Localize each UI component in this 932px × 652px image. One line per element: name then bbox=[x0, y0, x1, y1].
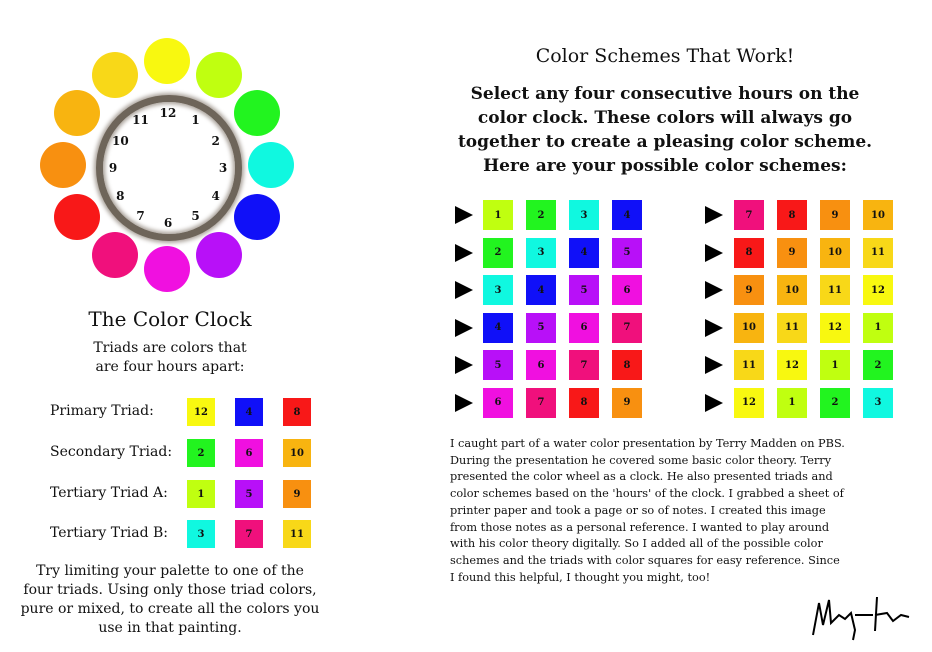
arrow-icon bbox=[705, 394, 723, 412]
intro-line: color clock. These colors will always go bbox=[477, 108, 853, 128]
scheme-color-square: 12 bbox=[820, 313, 850, 343]
clock-number: 7 bbox=[136, 208, 145, 223]
color-circle-4 bbox=[234, 194, 280, 240]
color-clock-title: The Color Clock bbox=[88, 307, 252, 331]
schemes-intro bbox=[430, 82, 900, 178]
arrow-icon bbox=[705, 206, 723, 224]
clock-number: 8 bbox=[116, 188, 125, 203]
scheme-color-square: 1 bbox=[863, 313, 893, 343]
color-circle-9 bbox=[40, 142, 86, 188]
triad-label: Secondary Triad: bbox=[50, 444, 173, 460]
triad-color-square: 6 bbox=[235, 439, 263, 467]
triad-label: Tertiary Triad B: bbox=[50, 525, 169, 541]
scheme-color-square: 4 bbox=[612, 200, 642, 230]
clock-number: 10 bbox=[112, 133, 129, 148]
scheme-color-square: 5 bbox=[612, 238, 642, 268]
clock-number: 9 bbox=[108, 161, 118, 175]
arrow-icon bbox=[705, 319, 723, 337]
advice-line: use in that painting. bbox=[98, 620, 242, 636]
scheme-color-square: 2 bbox=[820, 388, 850, 418]
clock-number: 1 bbox=[191, 113, 200, 128]
schemes-title: Color Schemes That Work! bbox=[535, 45, 795, 67]
scheme-color-square: 7 bbox=[526, 388, 556, 418]
scheme-color-square: 11 bbox=[820, 275, 850, 305]
scheme-color-square: 12 bbox=[777, 350, 807, 380]
notes-line: color schemes based on the 'hours' of the clock. I grabbed a sheet of bbox=[450, 487, 844, 501]
arrow-icon bbox=[705, 356, 723, 374]
scheme-color-square: 3 bbox=[526, 238, 556, 268]
triad-advice bbox=[20, 562, 320, 638]
scheme-color-square: 6 bbox=[483, 388, 513, 418]
intro-line: Select any four consecutive hours on the bbox=[470, 84, 860, 104]
scheme-color-square: 2 bbox=[863, 350, 893, 380]
scheme-color-square: 4 bbox=[526, 275, 556, 305]
scheme-color-square: 12 bbox=[863, 275, 893, 305]
scheme-color-square: 4 bbox=[569, 238, 599, 268]
clock-number: 4 bbox=[211, 188, 220, 203]
triads-subtitle-2: are four hours apart: bbox=[95, 359, 245, 375]
triad-color-square: 7 bbox=[235, 520, 263, 548]
intro-line: together to create a pleasing color scheme. bbox=[457, 132, 873, 152]
color-circle-12 bbox=[144, 38, 190, 84]
clock-number: 6 bbox=[163, 216, 173, 230]
triad-color-square: 4 bbox=[235, 398, 263, 426]
scheme-color-square: 8 bbox=[734, 238, 764, 268]
scheme-color-square: 2 bbox=[526, 200, 556, 230]
arrow-icon bbox=[455, 244, 473, 262]
clock-number: 12 bbox=[159, 106, 177, 120]
triad-color-square: 9 bbox=[283, 480, 311, 508]
advice-line: pure or mixed, to create all the colors you bbox=[20, 601, 320, 617]
arrow-icon bbox=[455, 281, 473, 299]
scheme-color-square: 3 bbox=[863, 388, 893, 418]
scheme-color-square: 5 bbox=[483, 350, 513, 380]
color-circle-1 bbox=[196, 52, 242, 98]
notes-line: with his color theory digitally. So I added all of the possible color bbox=[450, 537, 823, 551]
triad-color-square: 10 bbox=[283, 439, 311, 467]
scheme-color-square: 1 bbox=[820, 350, 850, 380]
color-circle-3 bbox=[248, 142, 294, 188]
triad-color-square: 12 bbox=[187, 398, 215, 426]
scheme-color-square: 10 bbox=[820, 238, 850, 268]
scheme-color-square: 6 bbox=[526, 350, 556, 380]
color-circle-8 bbox=[54, 194, 100, 240]
notes-line: from those notes as a personal reference. I wanted to play around bbox=[450, 520, 830, 534]
scheme-color-square: 11 bbox=[777, 313, 807, 343]
triad-color-square: 2 bbox=[187, 439, 215, 467]
color-circle-7 bbox=[92, 232, 138, 278]
arrow-icon bbox=[455, 319, 473, 337]
clock-number: 11 bbox=[132, 113, 149, 128]
scheme-color-square: 9 bbox=[777, 238, 807, 268]
scheme-color-square: 6 bbox=[569, 313, 599, 343]
scheme-color-square: 5 bbox=[569, 275, 599, 305]
color-circle-11 bbox=[92, 52, 138, 98]
arrow-icon bbox=[455, 206, 473, 224]
scheme-color-square: 7 bbox=[734, 200, 764, 230]
scheme-color-square: 11 bbox=[863, 238, 893, 268]
scheme-color-square: 7 bbox=[569, 350, 599, 380]
scheme-color-square: 5 bbox=[526, 313, 556, 343]
notes-line: During the presentation he covered some basic color theory. Terry bbox=[450, 453, 832, 467]
notes-line: presented the color wheel as a clock. He also presented triads and bbox=[450, 470, 833, 484]
scheme-color-square: 2 bbox=[483, 238, 513, 268]
scheme-color-square: 7 bbox=[612, 313, 642, 343]
notes-line: schemes and the triads with color squares for easy reference. Since bbox=[450, 553, 840, 567]
intro-line: Here are your possible color schemes: bbox=[483, 156, 847, 176]
color-circle-10 bbox=[54, 90, 100, 136]
advice-line: Try limiting your palette to one of the bbox=[36, 563, 304, 579]
scheme-color-square: 4 bbox=[483, 313, 513, 343]
advice-line: four triads. Using only those triad colors, bbox=[23, 582, 317, 598]
scheme-color-square: 10 bbox=[734, 313, 764, 343]
scheme-color-square: 8 bbox=[569, 388, 599, 418]
clock-number: 5 bbox=[191, 208, 200, 223]
scheme-color-square: 6 bbox=[612, 275, 642, 305]
scheme-color-square: 3 bbox=[569, 200, 599, 230]
color-circle-2 bbox=[234, 90, 280, 136]
scheme-color-square: 8 bbox=[777, 200, 807, 230]
clock-number: 3 bbox=[218, 161, 228, 175]
scheme-color-square: 12 bbox=[734, 388, 764, 418]
triad-color-square: 3 bbox=[187, 520, 215, 548]
triad-label: Tertiary Triad A: bbox=[50, 485, 168, 501]
signature bbox=[805, 585, 915, 645]
triad-color-square: 1 bbox=[187, 480, 215, 508]
notes-paragraph bbox=[450, 436, 920, 586]
arrow-icon bbox=[705, 244, 723, 262]
scheme-color-square: 8 bbox=[612, 350, 642, 380]
notes-line: printer paper and took a page or so of notes. I created this image bbox=[450, 503, 826, 517]
clock-number: 2 bbox=[211, 133, 220, 148]
scheme-color-square: 1 bbox=[777, 388, 807, 418]
scheme-color-square: 11 bbox=[734, 350, 764, 380]
triads-subtitle-1: Triads are colors that bbox=[93, 340, 247, 356]
notes-line: I found this helpful, I thought you might, too! bbox=[450, 570, 711, 584]
triad-color-square: 11 bbox=[283, 520, 311, 548]
notes-line: I caught part of a water color presentation by Terry Madden on PBS. bbox=[450, 437, 845, 450]
scheme-color-square: 10 bbox=[777, 275, 807, 305]
triad-label: Primary Triad: bbox=[50, 403, 154, 419]
scheme-color-square: 10 bbox=[863, 200, 893, 230]
color-circle-6 bbox=[144, 246, 190, 292]
triad-color-square: 8 bbox=[283, 398, 311, 426]
scheme-color-square: 9 bbox=[734, 275, 764, 305]
triad-color-square: 5 bbox=[235, 480, 263, 508]
scheme-color-square: 3 bbox=[483, 275, 513, 305]
scheme-color-square: 1 bbox=[483, 200, 513, 230]
arrow-icon bbox=[705, 281, 723, 299]
color-circle-5 bbox=[196, 232, 242, 278]
scheme-color-square: 9 bbox=[820, 200, 850, 230]
arrow-icon bbox=[455, 356, 473, 374]
scheme-color-square: 9 bbox=[612, 388, 642, 418]
arrow-icon bbox=[455, 394, 473, 412]
